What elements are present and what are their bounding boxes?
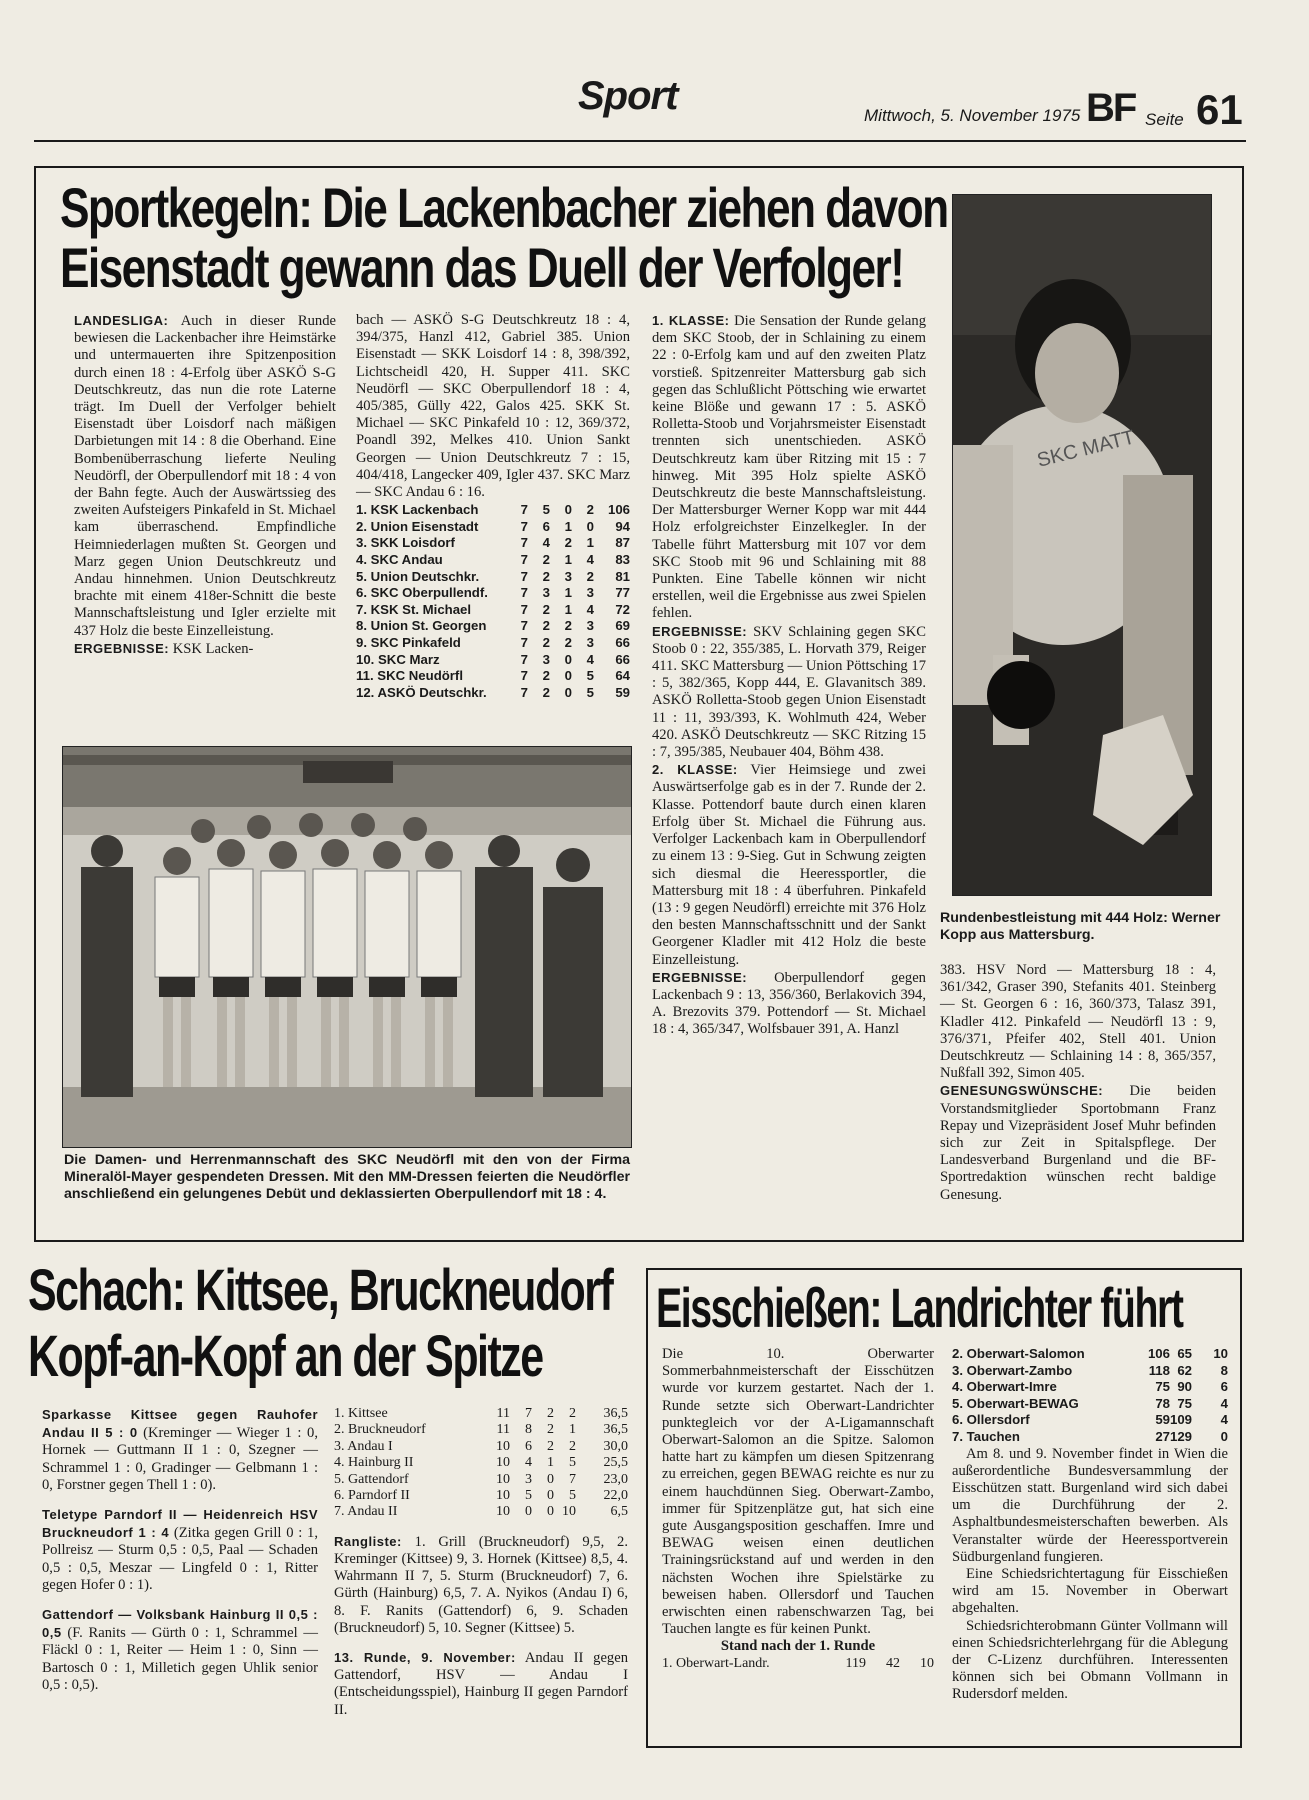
rangliste-text: 1. Grill (Bruckneudorf) 9,5, 2. Kreminger (Kittsee) 9, 3. Hornek (Kittsee) 8,5, 4. Wahrmann II 7, 5. Sturm (Bruckneudorf) 7, 6. Gürth (Hainburg) 6,5, 7. A. Nyikos (Andau I) 6, 8. F. Ranits (Gattendorf) 6, 9. Schaden (Bruckneudorf) 5, 10. Segner (Kittsee) 5. [334, 1533, 628, 1636]
eis-table [952, 1346, 1228, 1446]
kegel-table-cell: 81 [615, 568, 630, 584]
kegel-table-cell: 66 [615, 651, 630, 667]
eis-table-cell: 109 [1169, 1412, 1192, 1428]
results-label-2: ERGEBNISSE: [652, 623, 748, 639]
eis-cell: 42 [886, 1655, 900, 1671]
kegel-table-cell: 2 [542, 634, 550, 650]
schach-table-cell: 1 [569, 1422, 576, 1438]
eis-table-cell-team: 4. Oberwart-Imre [952, 1379, 1057, 1395]
kegel-table-row [356, 552, 630, 569]
kegel-table-cell: 77 [615, 585, 630, 601]
schach-table-cell: 2 [569, 1438, 576, 1454]
schach-match-2-text: (Zitka gegen Grill 0 : 1, Pollreisz — Sturm 0,5 : 0,5, Paal — Schaden 0,5 : 0,5, Meszar — Lingfeld 0 : 1, Ritter gegen Hofer 0 : 1). [42, 1525, 318, 1593]
schach-table-cell: 3 [525, 1471, 532, 1487]
schach-table-cell: 22,0 [603, 1488, 628, 1504]
kegel-table-cell: 72 [615, 601, 630, 617]
schach-table-cell: 2 [547, 1422, 554, 1438]
eis-column-2 [952, 1346, 1228, 1704]
schach-table-cell-team: 7. Andau II [334, 1504, 398, 1520]
kegel-table-cell-team: 6. SKC Oberpullendf. [356, 585, 488, 601]
eis-table-cell: 75 [1155, 1379, 1170, 1395]
kegel-table-cell: 7 [520, 535, 528, 551]
kegel-table-cell: 5 [586, 684, 594, 700]
kegel-table-cell: 5 [542, 502, 550, 518]
eis-text-4: Schiedsrichterobmann Günter Vollmann will einen Schiedsrichterlehrgang für die Ablegung der C-Lizenz durchführen. Interessenten können sich bei Obmann Vollmann in Rudersdorf melden. [952, 1617, 1228, 1703]
bowler-photo-image [953, 195, 1211, 895]
kegel-table-cell: 7 [520, 552, 528, 568]
kegel-table-cell: 7 [520, 684, 528, 700]
eis-table-first [662, 1656, 934, 1672]
eis-table-row [952, 1396, 1228, 1413]
schach-table-cell: 2 [547, 1406, 554, 1421]
kegel-table-cell-team: 11. SKC Neudörfl [356, 668, 463, 684]
landesliga-table [356, 502, 630, 701]
team-photo-caption: Die Damen- und Herrenmannschaft des SKC Neudörfl mit den von der Firma Mineralöl-Mayer gespendeten Dressen. Mit den MM-Dressen feierten die Neudörfler anschließend ein gelungenes Debüt und deklassierten Oberpullendorf mit 18 : 4. [64, 1152, 630, 1202]
kegel-table-row [356, 602, 630, 619]
schach-match-3-title: Gattendorf — Volksbank Hainburg II 0,5 : 0,5 [42, 1607, 318, 1641]
results-text-1: KSK Lacken- [172, 640, 254, 657]
kegel-table-cell-team: 7. KSK St. Michael [356, 601, 472, 617]
results-text-3: Oberpullendorf gegen Lackenbach 9 : 13, 356/360, Berlakovich 394, A. Brezovits 379. Pottendorf — St. Michael 18 : 4, 365/347, Wolfsbauer 391, A. Hanzl [652, 969, 926, 1038]
schach-table-cell: 36,5 [603, 1422, 628, 1438]
schach-table-cell: 0 [547, 1504, 554, 1520]
schach-table-cell: 10 [562, 1504, 576, 1520]
kegel-table-cell: 7 [520, 668, 528, 684]
kegel-table-cell: 3 [586, 585, 594, 601]
eis-table-cell-team: 3. Oberwart-Zambo [952, 1362, 1073, 1378]
kegel-table-cell: 83 [615, 552, 630, 568]
eis-table-row [952, 1346, 1228, 1363]
schach-table-cell-team: 1. Kittsee [334, 1406, 388, 1421]
eis-table-row [952, 1379, 1228, 1396]
results-text-2: SKV Schlaining gegen SKC Stoob 0 : 22, 355/385, L. Horvath 379, Reiger 411. SKC Mattersburg — Union Pöttsching 17 : 5, 382/365, Kopp 444, E. Glavanitsch 389. ASKÖ Rolletta-Stoob gegen Union Eisenstadt 11 : 11, 393/393, K. Wohlmuth 424, Weber 420. ASKÖ Deutschkreutz — SKC Ritzing 15 : 7, 395/385, Neubauer 404, Böhm 438. [652, 623, 926, 761]
kegel-table-cell: 0 [564, 651, 572, 667]
kegel-table-cell: 0 [564, 684, 572, 700]
kegel-table-cell-team: 5. Union Deutschkr. [356, 568, 480, 584]
kegel-table-cell: 2 [542, 618, 550, 634]
kegel-table-cell: 7 [520, 651, 528, 667]
schach-table-cell: 11 [496, 1422, 510, 1438]
kegel-table-cell: 2 [586, 568, 594, 584]
eis-table-cell: 6 [1220, 1379, 1228, 1395]
kegel-table-cell: 5 [586, 668, 594, 684]
bowler-photo [952, 194, 1212, 896]
eis-table-row [952, 1363, 1228, 1380]
klasse-1-text: Die Sensation der Runde gelang dem SKC Stoob, der in Schlaining zu einem 22 : 0-Erfolg kam und auf den zweiten Platz vorstieß. Spitzenreiter Mattersburg gab sich gegen das Schlußlicht Pöttsching wie erwartet keine Blöße und gewann 17 : 5. ASKÖ Rolletta-Stoob und Vorjahrsmeister Eisenstadt trennten sich unentschieden. ASKÖ Deutschkreutz kam über Ritzing mit 15 : 7 hinweg. Mit 395 Holz spielte ASKÖ Deutschkreutz die beste Mannschaftsleistung. Der Mattersburger Werner Kopp war mit 444 Holz erfolgreichster Einzelkegler. In der Tabelle führt Mattersburg mit 107 vor dem SKC Stoob mit 96 und Schlaining mit 88 Punkten. Eine Tabelle können wir nicht erstellen, weil die Ergebnisse aus zwei Spielen fehlen. [652, 313, 926, 622]
eis-table-row [952, 1412, 1228, 1429]
kegel-table-cell: 69 [615, 618, 630, 634]
kegel-table-cell-team: 12. ASKÖ Deutschkr. [356, 684, 487, 700]
kegel-table-cell: 7 [520, 568, 528, 584]
eis-column-1 [662, 1346, 934, 1672]
schach-table-cell: 6,5 [610, 1504, 628, 1520]
kegel-table-cell: 1 [564, 585, 572, 601]
eis-table-cell: 65 [1177, 1346, 1192, 1361]
schach-table-cell: 30,0 [603, 1438, 628, 1454]
schach-table-row [334, 1439, 628, 1455]
schach-table-cell: 5 [569, 1455, 576, 1471]
kegel-table-cell: 3 [542, 585, 550, 601]
kegel-table-row [356, 618, 630, 635]
kegel-table-cell: 1 [586, 535, 594, 551]
eis-text-2: Am 8. und 9. November findet in Wien die außerordentliche Bundesversammlung der Eisschützen statt. Burgenland wird sich dabei um die Durchführung der 2. Asphaltbundesmeisterschaften bewerben. Als Veranstalter würde der Heeressportverein Südburgenland fungieren. [952, 1445, 1228, 1565]
kegel-table-row [356, 519, 630, 536]
kegel-table-cell: 0 [586, 518, 594, 534]
klasse-2-label: 2. KLASSE: [652, 762, 738, 778]
schach-table-cell: 1 [547, 1455, 554, 1471]
schach-table-cell: 10 [496, 1504, 510, 1520]
schach-column-2 [334, 1406, 628, 1719]
runde-13-text: Andau II gegen Gattendorf, HSV — Andau I (Entscheidungsspiel), Hainburg II gegen Parndorf II. [334, 1650, 628, 1718]
schach-table-cell: 2 [569, 1406, 576, 1421]
eis-table-row [952, 1429, 1228, 1446]
landesliga-label: LANDESLIGA: [74, 313, 169, 328]
eis-table-cell: 106 [1147, 1346, 1170, 1361]
eis-table-cell-team: 6. Ollersdorf [952, 1412, 1030, 1428]
eis-table-cell: 129 [1169, 1428, 1192, 1444]
eis-table-cell: 8 [1220, 1362, 1228, 1378]
kegel-table-cell-team: 9. SKC Pinkafeld [356, 634, 461, 650]
klasse-2-results-cont: 383. HSV Nord — Mattersburg 18 : 4, 361/342, Graser 390, Stefanits 401. Steinberg — St. Georgen 6 : 16, 360/373, Talasz 391, Kladler 412. Pinkafeld — Neudörfl 13 : 9, 376/371, Pfeifer 402, Stell 401. Union Deutschkreutz — Schlaining 14 : 8, 365/357, Nußfall 392, Simon 405. [940, 962, 1216, 1082]
masthead-rule [34, 140, 1246, 142]
kegel-table-cell: 94 [615, 518, 630, 534]
schach-table-cell: 10 [496, 1488, 510, 1504]
eis-table-cell-team: 7. Tauchen [952, 1428, 1020, 1444]
schach-table-cell: 8 [525, 1422, 532, 1438]
bowler-shirt-text: SKC MATT [1034, 426, 1137, 472]
kegel-table-cell: 4 [542, 535, 550, 551]
schach-table-cell: 10 [496, 1471, 510, 1487]
schach-table-row [334, 1472, 628, 1488]
landesliga-results: bach — ASKÖ S-G Deutschkreutz 18 : 4, 394/375, Hanzl 412, Gabriel 385. Union Eisenstadt — SKK Loisdorf 14 : 8, 398/392, Lichtscheidl 420, H. Supper 411. SKC Neudörfl — SKC Oberpullendorf 18 : 4, 405/385, Gülly 422, Galos 425. SKK St. Michael — SKC Pinkafeld 10 : 12, 369/372, Poandl 392, Melkes 410. Union Sankt Georgen — Union Deutschkreutz 7 : 15, 404/418, Langecker 409, Igler 437. SKC Marz — SKC Andau 6 : 16. [356, 312, 630, 501]
eis-text-1: Die 10. Oberwarter Sommerbahnmeisterschaft der Eisschützen wurde vor kurzem gestartet. Nach der 1. Runde setzte sich Oberwart-Landrichter punktegleich vor der A-Ligamannschaft Oberwart-Salomon an die Spitze. Salomon hatte hart zu kämpfen um diesen Spitzenrang zu erreichen, gegen BEWAG reichte es nur zu einem hauchdünnen Sieg. Oberwart-Zambo, immer für Spitzenplätze gut, hat sich eine gute Ausgangsposition geschaffen. Imre und BEWAG weisen einen deutlichen Trainingsrückstand auf und werden in den nächsten Wochen ihre Spielstärke zu beweisen haben. Ollersdorf und Tauchen erwischten einen rabenschwarzen Tag, bei Tauchen langte es für keinen Punkt. [662, 1346, 934, 1638]
kegel-table-cell: 4 [586, 651, 594, 667]
eis-table-cell: 75 [1177, 1395, 1192, 1411]
klasse-2-text: Vier Heimsiege und zwei Auswärtserfolge gab es in der 7. Runde der 2. Klasse. Pottendorf baute durch einen klaren Erfolg über St. Michael die Führung aus. Verfolger Lackenbach kam in Oberpullendorf zu einem 13 : 9-Sieg. Gut in Schwung zeigten sich diesmal die Heeressportler, die Mattersburg mit 18 : 4 überfuhren. Pinkafeld (13 : 9 gegen Neudörfl) erreichte mit 376 Holz den besten Mannschaftsschnitt und der Sankt Georgener Kladler mit 412 Holz die beste Einzelleistung. [652, 762, 926, 968]
kegeln-column-1 [74, 312, 336, 658]
kegel-table-cell: 1 [564, 518, 572, 534]
kegeln-column-3 [652, 312, 926, 1039]
schach-table-row [334, 1406, 628, 1422]
kegel-table-row [356, 635, 630, 652]
schach-table-cell: 4 [525, 1455, 532, 1471]
kegel-table-cell: 1 [564, 552, 572, 568]
results-label-3: ERGEBNISSE: [652, 969, 748, 985]
eis-headline: Eisschießen: Landrichter führt [656, 1276, 1183, 1339]
schach-table-cell: 7 [569, 1471, 576, 1487]
page-number: 61 [1196, 86, 1243, 133]
schach-table-cell: 11 [496, 1406, 510, 1421]
kegel-table-cell: 87 [615, 535, 630, 551]
schach-match-3-text: (F. Ranits — Gürth 0 : 1, Schrammel — Fläckl 0 : 1, Reiter — Heim 1 : 0, Sinn — Bartosch 0 : 1, Milletich gegen Uhlik senior 0,5 : 0,5). [42, 1625, 318, 1693]
kegel-table-cell: 2 [542, 601, 550, 617]
kegel-table-cell-team: 4. SKC Andau [356, 552, 443, 568]
klasse-1-label: 1. KLASSE: [652, 313, 730, 328]
schach-table-cell: 6 [525, 1438, 532, 1454]
kegel-table-row [356, 569, 630, 586]
schach-table-cell-team: 6. Parndorf II [334, 1488, 410, 1504]
kegel-table-row [356, 585, 630, 602]
kegel-table-cell: 2 [586, 502, 594, 518]
kegel-table-cell: 0 [564, 502, 572, 518]
brand-logo: BF [1086, 86, 1136, 130]
schach-table-cell: 0 [547, 1471, 554, 1487]
kegel-table-row [356, 652, 630, 669]
kegel-table-cell-team: 1. KSK Lackenbach [356, 502, 479, 518]
kegel-table-cell: 3 [542, 651, 550, 667]
eis-table-cell: 4 [1220, 1395, 1228, 1411]
schach-table-cell: 5 [525, 1488, 532, 1504]
eis-cell: 119 [845, 1655, 866, 1671]
kegel-table-cell: 2 [564, 618, 572, 634]
schach-table-cell-team: 2. Bruckneudorf [334, 1422, 426, 1438]
kegeln-headline-1: Sportkegeln: Die Lackenbacher ziehen davon [60, 176, 948, 239]
kegel-table-cell: 3 [586, 618, 594, 634]
eis-stand-label: Stand nach der 1. Runde [720, 1638, 876, 1655]
schach-table-row [334, 1488, 628, 1504]
kegel-table-cell: 2 [542, 668, 550, 684]
schach-match-1-text: (Kreminger — Wieger 1 : 0, Hornek — Guttmann II 1 : 0, Szegner — Schrammel 1 : 0, Gradinger — Gelbmann 1 : 0, Forstner gegen Thell 1 : 0). [42, 1425, 318, 1493]
kegel-table-cell: 4 [586, 601, 594, 617]
eis-table-cell-team: 2. Oberwart-Salomon [952, 1346, 1085, 1361]
runde-13-label: 13. Runde, 9. November: [334, 1650, 516, 1666]
eis-table-row [662, 1656, 934, 1672]
schach-table-cell: 10 [496, 1438, 510, 1454]
schach-column-1 [42, 1406, 318, 1694]
schach-table-cell: 2 [547, 1438, 554, 1454]
kegel-table-cell: 3 [564, 568, 572, 584]
schach-match-1-title: Sparkasse Kittsee gegen Rauhofer Andau II 5 : 0 [42, 1407, 318, 1441]
schach-headline-2: Kopf-an-Kopf an der Spitze [28, 1324, 543, 1389]
schach-table [334, 1406, 628, 1521]
eis-table-cell: 59 [1155, 1412, 1170, 1428]
kegel-table-cell: 2 [542, 552, 550, 568]
kegel-table-row [356, 668, 630, 685]
kegel-table-cell: 0 [564, 668, 572, 684]
schach-table-row [334, 1422, 628, 1438]
kegeln-headline-2: Eisenstadt gewann das Duell der Verfolger! [60, 236, 904, 299]
kegel-table-cell: 7 [520, 634, 528, 650]
genesung-label: GENESUNGSWÜNSCHE: [940, 1083, 1104, 1099]
eis-table-cell: 27 [1155, 1428, 1170, 1444]
schach-table-cell-team: 3. Andau I [334, 1438, 393, 1454]
eis-table-cell: 62 [1177, 1362, 1192, 1378]
bowler-photo-caption: Rundenbestleistung mit 444 Holz: Werner Kopp aus Mattersburg. [940, 910, 1221, 943]
kegel-table-row [356, 535, 630, 552]
eis-table-cell: 4 [1220, 1412, 1228, 1428]
kegel-table-cell: 4 [586, 552, 594, 568]
schach-table-cell: 10 [496, 1455, 510, 1471]
kegel-table-cell: 59 [615, 684, 630, 700]
kegel-table-cell: 7 [520, 618, 528, 634]
eis-table-cell: 90 [1177, 1379, 1192, 1395]
kegel-table-cell: 2 [542, 568, 550, 584]
schach-table-cell: 7 [525, 1406, 532, 1421]
eis-text-3: Eine Schiedsrichtertagung für Eisschießen wird am 15. November in Oberwart abgehalten. [952, 1565, 1228, 1617]
schach-table-cell-team: 5. Gattendorf [334, 1471, 409, 1487]
eis-table-cell-team: 5. Oberwart-BEWAG [952, 1395, 1079, 1411]
kegel-table-cell: 3 [586, 634, 594, 650]
kegel-table-cell: 7 [520, 502, 528, 518]
kegel-table-cell-team: 2. Union Eisenstadt [356, 518, 479, 534]
schach-table-row [334, 1455, 628, 1471]
kegel-table-cell-team: 8. Union St. Georgen [356, 618, 487, 634]
schach-match-2-title: Teletype Parndorf II — Heidenreich HSV Bruckneudorf 1 : 4 [42, 1507, 318, 1541]
kegel-table-cell: 2 [542, 684, 550, 700]
kegel-table-cell: 66 [615, 634, 630, 650]
issue-date: Mittwoch, 5. November 1975 [864, 106, 1081, 125]
schach-table-cell: 0 [547, 1488, 554, 1504]
kegel-table-cell: 64 [615, 668, 630, 684]
schach-headline-1: Schach: Kittsee, Bruckneudorf [28, 1258, 613, 1323]
kegeln-column-2 [356, 312, 630, 701]
schach-table-cell: 0 [525, 1504, 532, 1520]
kegel-table-row [356, 502, 630, 519]
team-photo [62, 746, 632, 1148]
eis-cell-team: 1. Oberwart-Landr. [662, 1655, 770, 1671]
schach-table-row [334, 1504, 628, 1520]
schach-table-cell-team: 4. Hainburg II [334, 1455, 414, 1471]
kegel-table-cell: 2 [564, 634, 572, 650]
schach-table-cell: 5 [569, 1488, 576, 1504]
kegel-table-cell: 6 [542, 518, 550, 534]
eis-cell: 10 [920, 1655, 934, 1671]
kegel-table-cell: 7 [520, 518, 528, 534]
page-label: Seite [1145, 110, 1184, 129]
schach-table-cell: 23,0 [603, 1471, 628, 1487]
kegel-table-cell-team: 3. SKK Loisdorf [356, 535, 455, 551]
eis-table-cell: 0 [1220, 1428, 1228, 1444]
kegel-table-row [356, 685, 630, 702]
kegel-table-cell: 2 [564, 535, 572, 551]
kegel-table-cell: 7 [520, 585, 528, 601]
genesung-text: Die beiden Vorstandsmitglieder Sportobmann Franz Repay und Vizepräsident Josef Muhr befinden sich zur Zeit in Spitalspflege. Der Landesverband Burgenland und die BF-Sportredaktion wünschen recht baldige Genesung. [940, 1083, 1216, 1203]
eis-table-cell: 78 [1155, 1395, 1170, 1411]
kegel-table-cell: 1 [564, 601, 572, 617]
kegeln-column-4 [940, 962, 1216, 1204]
kegel-table-cell: 7 [520, 601, 528, 617]
rangliste-label: Rangliste: [334, 1533, 402, 1549]
section-label: Sport [578, 74, 678, 118]
kegel-table-cell: 106 [607, 502, 630, 518]
team-photo-image [63, 747, 631, 1147]
kegel-table-cell-team: 10. SKC Marz [356, 651, 440, 667]
schach-table-cell: 36,5 [603, 1406, 628, 1421]
eis-table-cell: 118 [1148, 1362, 1170, 1378]
results-label-1: ERGEBNISSE: [74, 640, 170, 656]
eis-table-cell: 10 [1213, 1346, 1228, 1361]
landesliga-text: Auch in dieser Runde bewiesen die Lackenbacher ihre Heimstärke und untermauerten ihre Spitzenposition durch einen 18 : 4-Erfolg über ASKÖ S-G Deutschkreutz, das nun die rote Laterne trägt. Im Duell der Verfolger behielt Eisenstadt über Loisdorf nach mäßigen Darbietungen mit 14 : 8 die Oberhand. Eine Bombenüberraschung lieferte Neuling Neudörfl, der Oberpullendorf mit 18 : 4 von der Bahn fegte. Auch der Auswärtssieg des zweiten Aufsteigers Pinkafeld in St. Michael kam überraschend. Empfindliche Heimniederlagen mußten St. Georgen und Marz gegen Union Deutschkreutz und Andau hinnehmen. Union Deutschkreutz brachte mit einem 418er-Schnitt die beste Mannschaftsleistung und Igler erzielte mit 437 Holz die beste Einzelleistung. [74, 313, 337, 639]
schach-table-cell: 25,5 [603, 1455, 628, 1471]
